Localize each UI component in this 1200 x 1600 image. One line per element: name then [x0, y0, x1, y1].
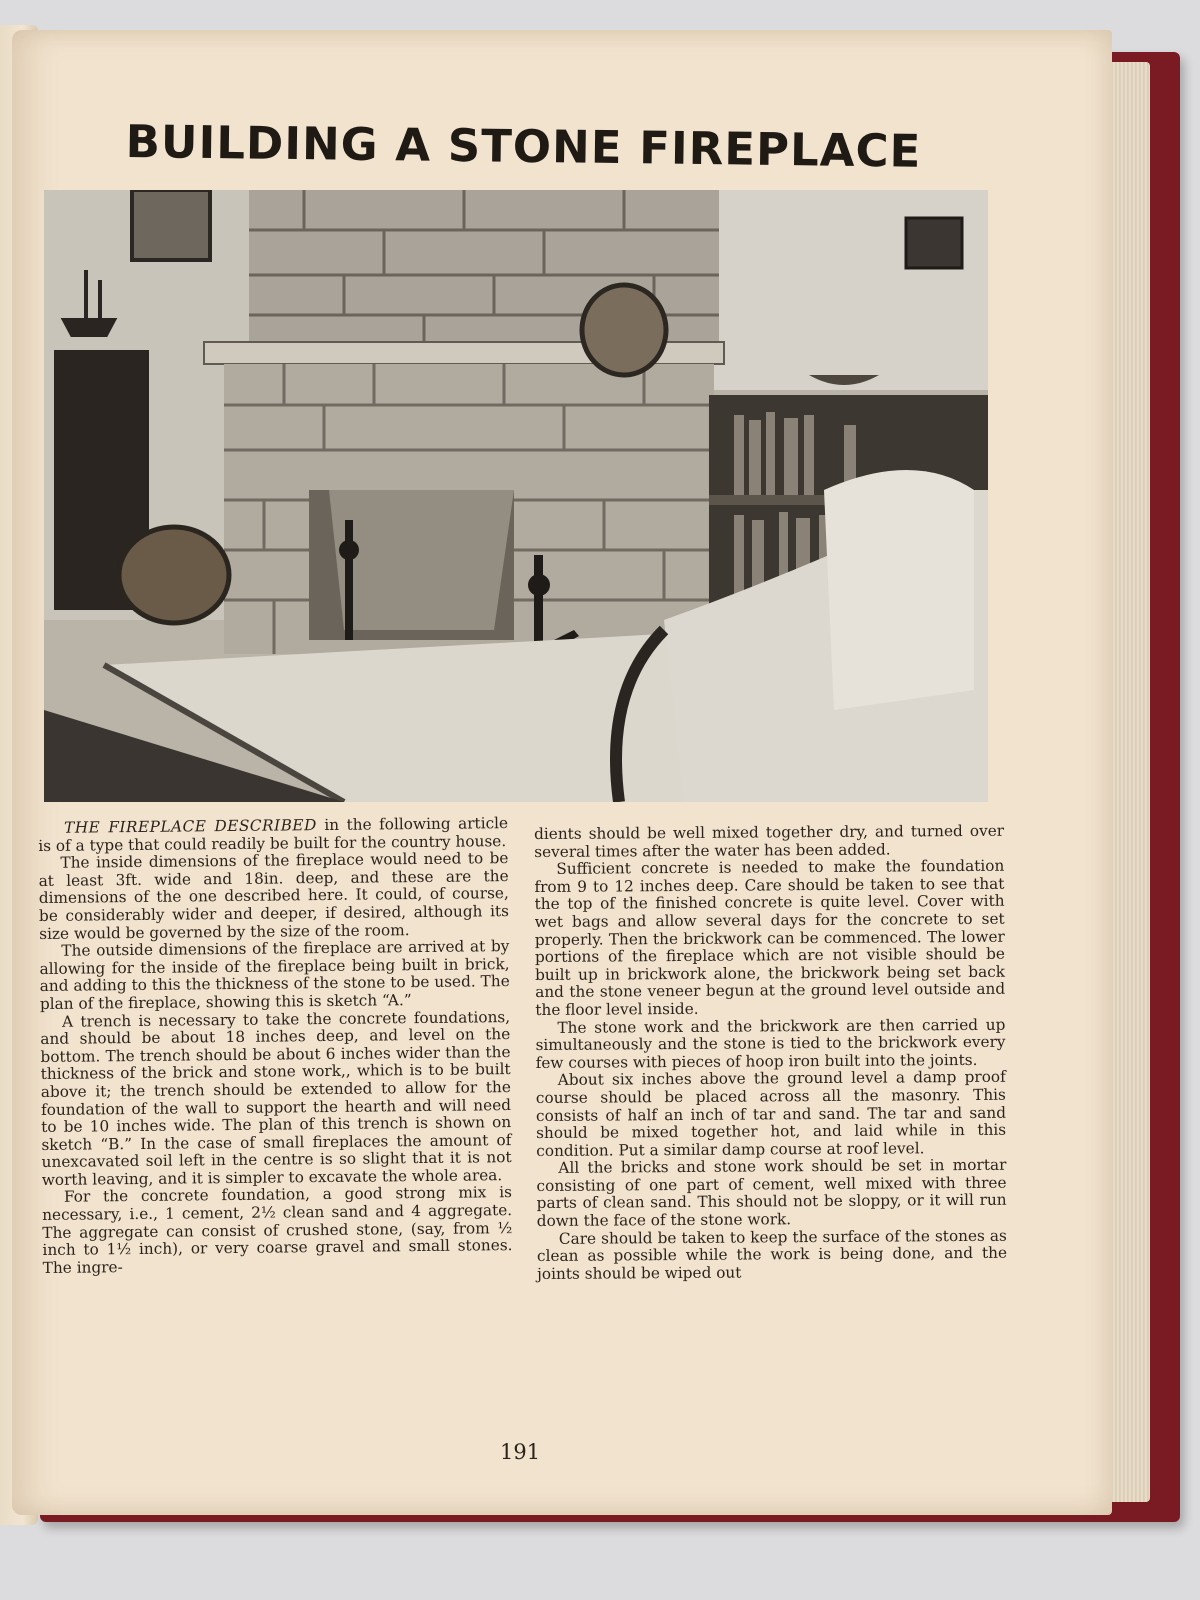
paragraph: For the concrete foundation, a good strong mix is necessary, i.e., 1 cement, 2½ clean sand and 4 aggregate. The aggregate can consist of crushed stone, (say, from ½ inch to 1½ inch), or very coarse gravel and small stones. The ingre-	[42, 1183, 513, 1277]
paragraph: Care should be taken to keep the surface of the stones as clean as possible while the work is being done, and the joints should be wiped out	[536, 1226, 1008, 1283]
picture-frame-left	[132, 190, 210, 260]
copper-pan-mantel	[582, 285, 666, 375]
lead-in: THE FIREPLACE DESCRIBED	[63, 816, 317, 837]
paragraph: dients should be well mixed together dry, and turned over several times after the water has been added.	[533, 821, 1005, 861]
paragraph: The outside dimensions of the fireplace are arrived at by allowing for the inside of the fireplace being built in brick, and adding to this the thickness of the stone to be used. The plan of the fireplace, showing this is sketch “A.”	[39, 937, 510, 1013]
paragraph-text: in the following article is of a type that could readily be built for the country house.	[38, 814, 509, 855]
paragraph: The inside dimensions of the fireplace would need to be at least 3ft. wide and 18in. deep, and these are the dimensions of the one described here. It could, of course, be considerably wider and deeper, if desired, although its size would be governed by the size of the room.	[38, 849, 510, 943]
copper-pan-left	[119, 527, 229, 623]
article-column-left	[38, 815, 513, 1277]
article-title: BUILDING A STONE FIREPLACE	[125, 115, 922, 178]
fireplace-illustration	[44, 190, 988, 802]
paragraph: The stone work and the brickwork are then carried up simultaneously and the stone is tied to the brickwork every few courses with pieces of hoop iron built into the joints.	[535, 1015, 1006, 1072]
page-number: 191	[500, 1440, 541, 1464]
paragraph: Sufficient concrete is needed to make the foundation from 9 to 12 inches deep. Care should be taken to see that the top of the finished concrete is quite level. Cover with wet bags and allow several days for the concrete to set properly. Then the brickwork can be commenced. The lower portions of the fireplace which are not visible should be built up in brickwork alone, the brickwork being set back and the stone veneer begun at the ground level outside and the floor level inside.	[534, 856, 1006, 1019]
paragraph: About six inches above the ground level a damp proof course should be placed across all the masonry. This consists of half an inch of tar and sand. The tar and sand should be mixed together hot, and laid while in this condition. Put a similar damp course at roof level.	[535, 1068, 1007, 1160]
fireplace-photo	[44, 190, 988, 802]
paragraph: All the bricks and stone work should be set in mortar consisting of one part of cement, well mixed with three parts of clean sand. This should not be sloppy, or it will run down the face of the stone work.	[536, 1155, 1007, 1231]
picture-frame-right	[906, 218, 962, 268]
paragraph: A trench is necessary to take the concrete foundations, and should be about 18 inches deep, and level on the bottom. The trench should be about 6 inches wider than the thickness of the brick and stone work,, which is to be built above it; the trench should be extended to allow for the foundation of the wall to support the hearth and will need to be 10 inches wide. The plan of this trench is shown on sketch “B.” In the case of small fireplaces the amount of unexcavated soil left in the centre is so slight that it is not worth leaving, and it is simpler to excavate the whole area.	[40, 1007, 512, 1189]
article-column-right	[534, 823, 1007, 1284]
